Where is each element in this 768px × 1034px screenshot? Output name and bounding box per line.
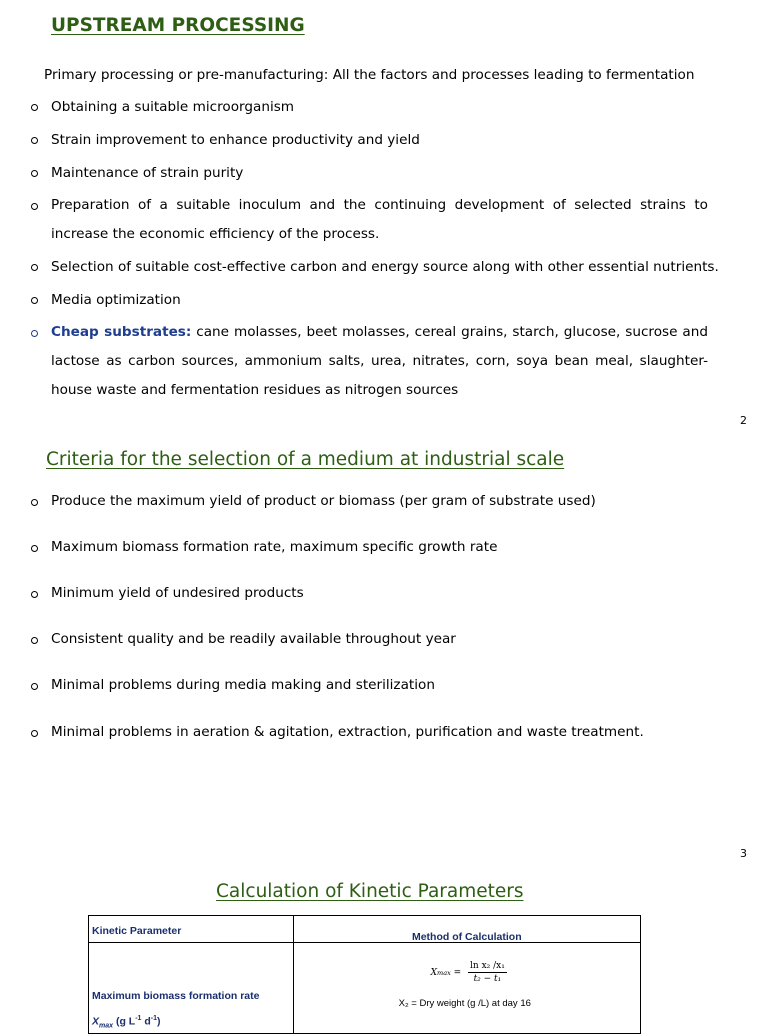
bullet-circle-icon <box>31 330 38 337</box>
unit-sup: -1 <box>150 1015 158 1022</box>
list-item: Obtaining a suitable microorganism <box>51 99 295 115</box>
header-method-of-calculation: Method of Calculation <box>411 931 522 943</box>
bullet-circle-icon <box>31 683 38 690</box>
list-item: Maximum biomass formation rate, maximum specific growth rate <box>51 539 498 555</box>
header-kinetic-parameter: Kinetic Parameter <box>92 925 182 937</box>
section-title-kinetic: Calculation of Kinetic Parameters <box>216 881 524 902</box>
table-header-row <box>89 916 641 943</box>
list-item: Minimal problems during media making and sterilization <box>51 677 435 693</box>
formula-equals: = <box>450 967 465 978</box>
table-cell <box>293 943 640 1034</box>
page-number: 3 <box>740 847 747 860</box>
list-item-cheap-substrates <box>51 318 708 405</box>
table-header-cell <box>293 916 640 943</box>
list-item: Maintenance of strain purity <box>51 165 244 181</box>
unit-text: (g L <box>113 1015 136 1028</box>
symbol-x: X <box>92 1015 100 1028</box>
bullet-circle-icon <box>31 264 38 271</box>
formula-lhs: X <box>430 967 438 978</box>
bullet-circle-icon <box>31 104 38 111</box>
intro-paragraph: Primary processing or pre-manufacturing: All the factors and processes leading to fermentation <box>44 67 695 83</box>
list-item: Strain improvement to enhance productivity and yield <box>51 132 420 148</box>
cheap-substrates-label: Cheap substrates: <box>51 324 192 340</box>
formula-lhs-sub: max <box>437 968 451 977</box>
formula-fraction <box>468 961 507 984</box>
list-item: Media optimization <box>51 292 181 308</box>
list-item: Minimum yield of undesired products <box>51 585 304 601</box>
list-item: Consistent quality and be readily available throughout year <box>51 631 456 647</box>
section-title-criteria: Criteria for the selection of a medium at industrial scale <box>46 449 565 470</box>
bullet-circle-icon <box>31 137 38 144</box>
bullet-circle-icon <box>31 499 38 506</box>
table-row <box>89 943 641 1034</box>
parameter-name: Maximum biomass formation rate <box>92 990 260 1002</box>
bullet-circle-icon <box>31 730 38 737</box>
unit-text: ) <box>157 1015 161 1028</box>
kinetic-parameters-table <box>88 915 641 1034</box>
section-title-upstream: UPSTREAM PROCESSING <box>51 15 305 36</box>
table-cell <box>89 943 294 1034</box>
parameter-symbol <box>92 1015 161 1030</box>
unit-sup: -1 <box>135 1015 142 1022</box>
list-item: Minimal problems in aeration & agitation, extraction, purification and waste treatment. <box>51 724 644 740</box>
list-item: Produce the maximum yield of product or biomass (per gram of substrate used) <box>51 493 596 509</box>
symbol-sub: max <box>99 1022 114 1030</box>
bullet-circle-icon <box>31 545 38 552</box>
table-header-cell <box>89 916 294 943</box>
list-item: Preparation of a suitable inoculum and the continuing development of selected strains to increase the economic efficiency of the process. <box>51 197 708 242</box>
bullet-circle-icon <box>31 203 38 210</box>
formula-numerator: ln x₂ /x₁ <box>470 961 505 971</box>
bullet-circle-icon <box>31 591 38 598</box>
bullet-circle-icon <box>31 170 38 177</box>
bullet-circle-icon <box>31 637 38 644</box>
cheap-substrates-text: cane molasses, beet molasses, cereal grains, starch, glucose, sucrose and lactose as carbon sources, ammonium salts, urea, nitrates, corn, soya bean meal, slaughter-house waste and fermentation residues as nitrogen sources <box>51 324 708 398</box>
formula <box>431 961 507 984</box>
formula-denominator: t₂ − t₁ <box>473 974 502 984</box>
page-number: 2 <box>740 414 747 427</box>
list-item: Selection of suitable cost-effective carbon and energy source along with other essential nutrients. <box>51 259 719 275</box>
unit-text: d <box>141 1015 151 1028</box>
bullet-circle-icon <box>31 297 38 304</box>
formula-note: X₂ = Dry weight (g /L) at day 16 <box>398 998 531 1009</box>
